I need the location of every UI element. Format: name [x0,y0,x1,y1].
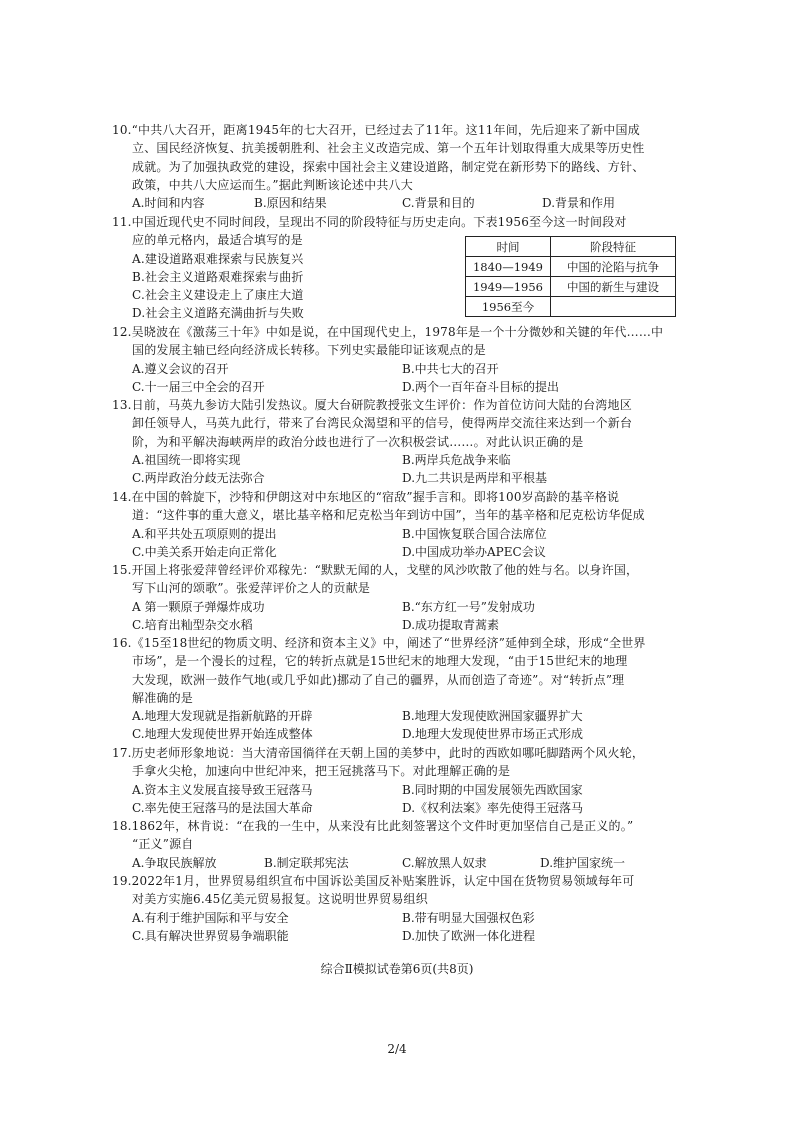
options-row [112,854,697,872]
question-16 [112,634,697,744]
options-row [112,781,697,799]
question-line: 15.开国上将张爱萍曾经评价邓稼先：“默默无闻的人，戈壁的风沙吹散了他的姓与名。以身许国， [112,563,639,577]
options-row [112,194,697,212]
option-c[interactable]: C.中美关系开始走向正常化 [132,544,277,559]
options-row [112,927,697,945]
options-row [112,725,697,743]
option-d[interactable]: D.《权利法案》率先使得王冠落马 [402,800,584,815]
option-b[interactable]: B.社会主义道路艰难探索与曲折 [132,269,304,284]
option-d[interactable]: D.地理大发现使世界市场正式形成 [402,727,584,742]
option-b[interactable]: B.制定联邦宪法 [264,855,349,870]
question-line: 写下山河的颂歌”。张爱萍评价之人的贡献是 [132,581,371,596]
question-line: 18.1862年，林肯说：“在我的一生中，从来没有比此刻签署这个文件时更加坚信自己是正义的。” [112,819,634,833]
option-b[interactable]: B.原因和结果 [254,196,327,211]
options-row [112,469,697,487]
question-13 [112,396,697,487]
option-d[interactable]: D.背景和作用 [542,196,616,211]
options-row [112,543,697,561]
question-line: 12.吴晓波在《激荡三十年》中如是说，在中国现代史上，1978年是一个十分微妙和关键的年代……中 [112,325,664,339]
question-line: 19.2022年1月，世界贸易组织宣布中国诉讼美国反补贴案胜诉，认定中国在货物贸易领域每年可 [112,874,635,888]
options-row [112,616,697,634]
option-c[interactable]: C.十一届三中全会的召开 [132,379,265,394]
question-17 [112,744,697,817]
option-b[interactable]: B.中共七大的召开 [402,361,499,376]
question-line: 成就。为了加强执政党的建设，探索中国社会主义建设道路，制定党在新形势下的路线、方针、 [132,159,645,174]
options-row [112,598,697,616]
option-a[interactable]: A.遵义会议的召开 [132,361,229,376]
option-a[interactable]: A.资本主义发展直接导致王冠落马 [132,782,313,797]
option-a[interactable]: A.地理大发现就是指新航路的开辟 [132,709,313,724]
option-d[interactable]: D.维护国家统一 [540,855,626,870]
table-cell: 1840—1949 [466,257,551,277]
option-a[interactable]: A.争取民族解放 [132,855,217,870]
table-row [466,257,676,277]
table-row [466,297,676,317]
question-15 [112,561,697,634]
question-10 [112,121,697,212]
stage-table [465,236,676,317]
option-c[interactable]: C.地理大发现使世界开始连成整体 [132,727,313,742]
table-cell-blank [551,297,676,317]
option-a[interactable]: A.和平共处五项原则的提出 [132,526,277,541]
question-line: 17.历史老师形象地说：当大清帝国徜徉在天朝上国的美梦中，此时的西欧如哪吒脚踏两个风火轮， [112,746,645,760]
question-line: 阶，为和平解决海峡两岸的政治分歧也进行了一次积极尝试……。对此认识正确的是 [132,434,584,449]
option-b[interactable]: B.中国恢复联合国合法席位 [402,526,547,541]
option-b[interactable]: B.地理大发现使欧洲国家疆界扩大 [402,709,583,724]
question-line: 国的发展主轴已经向经济成长转移。下列史实最能印证该观点的是 [132,343,486,358]
option-b[interactable]: B.两岸兵危战争来临 [402,452,511,467]
question-line: 对美方实施6.45亿美元贸易报复。这说明世界贸易组织 [132,892,428,907]
question-line: 16.《15至18世纪的物质文明、经济和资本主义》中，阐述了“世界经济”延伸到全球，形成“全世界 [112,636,646,650]
question-line: 市场”，是一个漫长的过程，它的转折点就是15世纪末的地理大发现，“由于15世纪末的地理 [132,654,628,669]
page-footer: 综合Ⅱ模拟试卷第6页(共8页) [320,962,474,976]
option-c[interactable]: C.具有解决世界贸易争端职能 [132,928,289,943]
table-header-row [466,237,676,257]
question-12 [112,323,697,396]
question-line: 10.“中共八大召开，距离1945年的七大召开，已经过去了11年。这11年间，先后迎来了新中国成 [112,123,640,137]
option-c[interactable]: C.背景和目的 [402,196,475,211]
question-line: 立、国民经济恢复、抗美援朝胜利、社会主义改造完成、第一个五年计划取得重大成果等历史性 [132,141,645,156]
question-line: 大发现，欧洲一鼓作气地(或几乎如此)挪动了自己的疆界，从而创造了奇迹”。对“转折点”理 [132,672,625,687]
options-row [112,525,697,543]
option-d[interactable]: D.加快了欧洲一体化进程 [402,928,536,943]
option-c[interactable]: C.社会主义建设走上了康庄大道 [132,288,304,303]
table-header: 阶段特征 [551,237,676,257]
question-line: 道：“这件事的重大意义，堪比基辛格和尼克松当年到访中国”，当年的基辛格和尼克松访华促成 [132,508,645,523]
question-line: 13.日前，马英九参访大陆引发热议。厦大台研院教授张文生评价：作为首位访问大陆的台湾地区 [112,398,632,412]
options-row [112,378,697,396]
question-line: 手拿火尖枪，加速向中世纪冲来，把王冠挑落马下。对此理解正确的是 [132,764,511,779]
question-line: 卸任领导人，马英九此行，带来了台湾民众渴望和平的信号，使得两岸交流往来达到一个新台 [132,416,633,431]
page-number: 2/4 [387,1042,407,1056]
options-row [112,799,697,817]
option-b[interactable]: B.带有明显大国强权色彩 [402,910,535,925]
option-c[interactable]: C.培育出籼型杂交水稻 [132,617,253,632]
table-cell: 中国的沦陷与抗争 [551,257,676,277]
options-row [112,707,697,725]
table-cell: 中国的新生与建设 [551,277,676,297]
table-row [466,277,676,297]
option-a[interactable]: A.建设道路艰难探索与民族复兴 [132,251,304,266]
options-row [112,909,697,927]
option-d[interactable]: D.两个一百年奋斗目标的提出 [402,379,560,394]
question-line: 应的单元格内，最适合填写的是 [132,233,303,248]
question-line: 14.在中国的斡旋下，沙特和伊朗这对中东地区的“宿敌”握手言和。即将100岁高龄的基辛格说 [112,490,620,504]
options-row [112,451,697,469]
option-a[interactable]: A.有利于维护国际和平与安全 [132,910,289,925]
option-a[interactable]: A.祖国统一即将实现 [132,452,241,467]
option-d[interactable]: D.中国成功举办APEC会议 [402,544,546,559]
question-line: “正义”源自 [132,837,194,852]
question-line: 政策，中共八大应运而生。”据此判断该论述中共八大 [132,177,413,192]
option-c[interactable]: C.率先使王冠落马的是法国大革命 [132,800,313,815]
option-b[interactable]: B.“东方红一号”发射成功 [402,599,535,614]
option-c[interactable]: C.两岸政治分歧无法弥合 [132,471,265,486]
table-cell: 1956至今 [466,297,551,317]
question-line: 解准确的是 [132,690,194,705]
option-a[interactable]: A.时间和内容 [132,196,205,211]
question-18 [112,817,697,872]
table-cell: 1949—1956 [466,277,551,297]
option-d[interactable]: D.九二共识是两岸和平根基 [402,471,548,486]
question-19 [112,872,697,945]
options-row [112,360,697,378]
option-d[interactable]: D.成功提取青蒿素 [402,617,500,632]
option-d[interactable]: D.社会主义道路充满曲折与失败 [132,306,305,321]
option-b[interactable]: B.同时期的中国发展领先西欧国家 [402,782,583,797]
option-a[interactable]: A 第一颗原子弹爆炸成功 [132,599,265,614]
question-line: 11.中国近现代史不同时间段，呈现出不同的阶段特征与历史走向。下表1956至今这一时间段对 [112,215,627,229]
question-14 [112,488,697,561]
table-header: 时间 [466,237,551,257]
option-c[interactable]: C.解放黑人奴隶 [402,855,487,870]
